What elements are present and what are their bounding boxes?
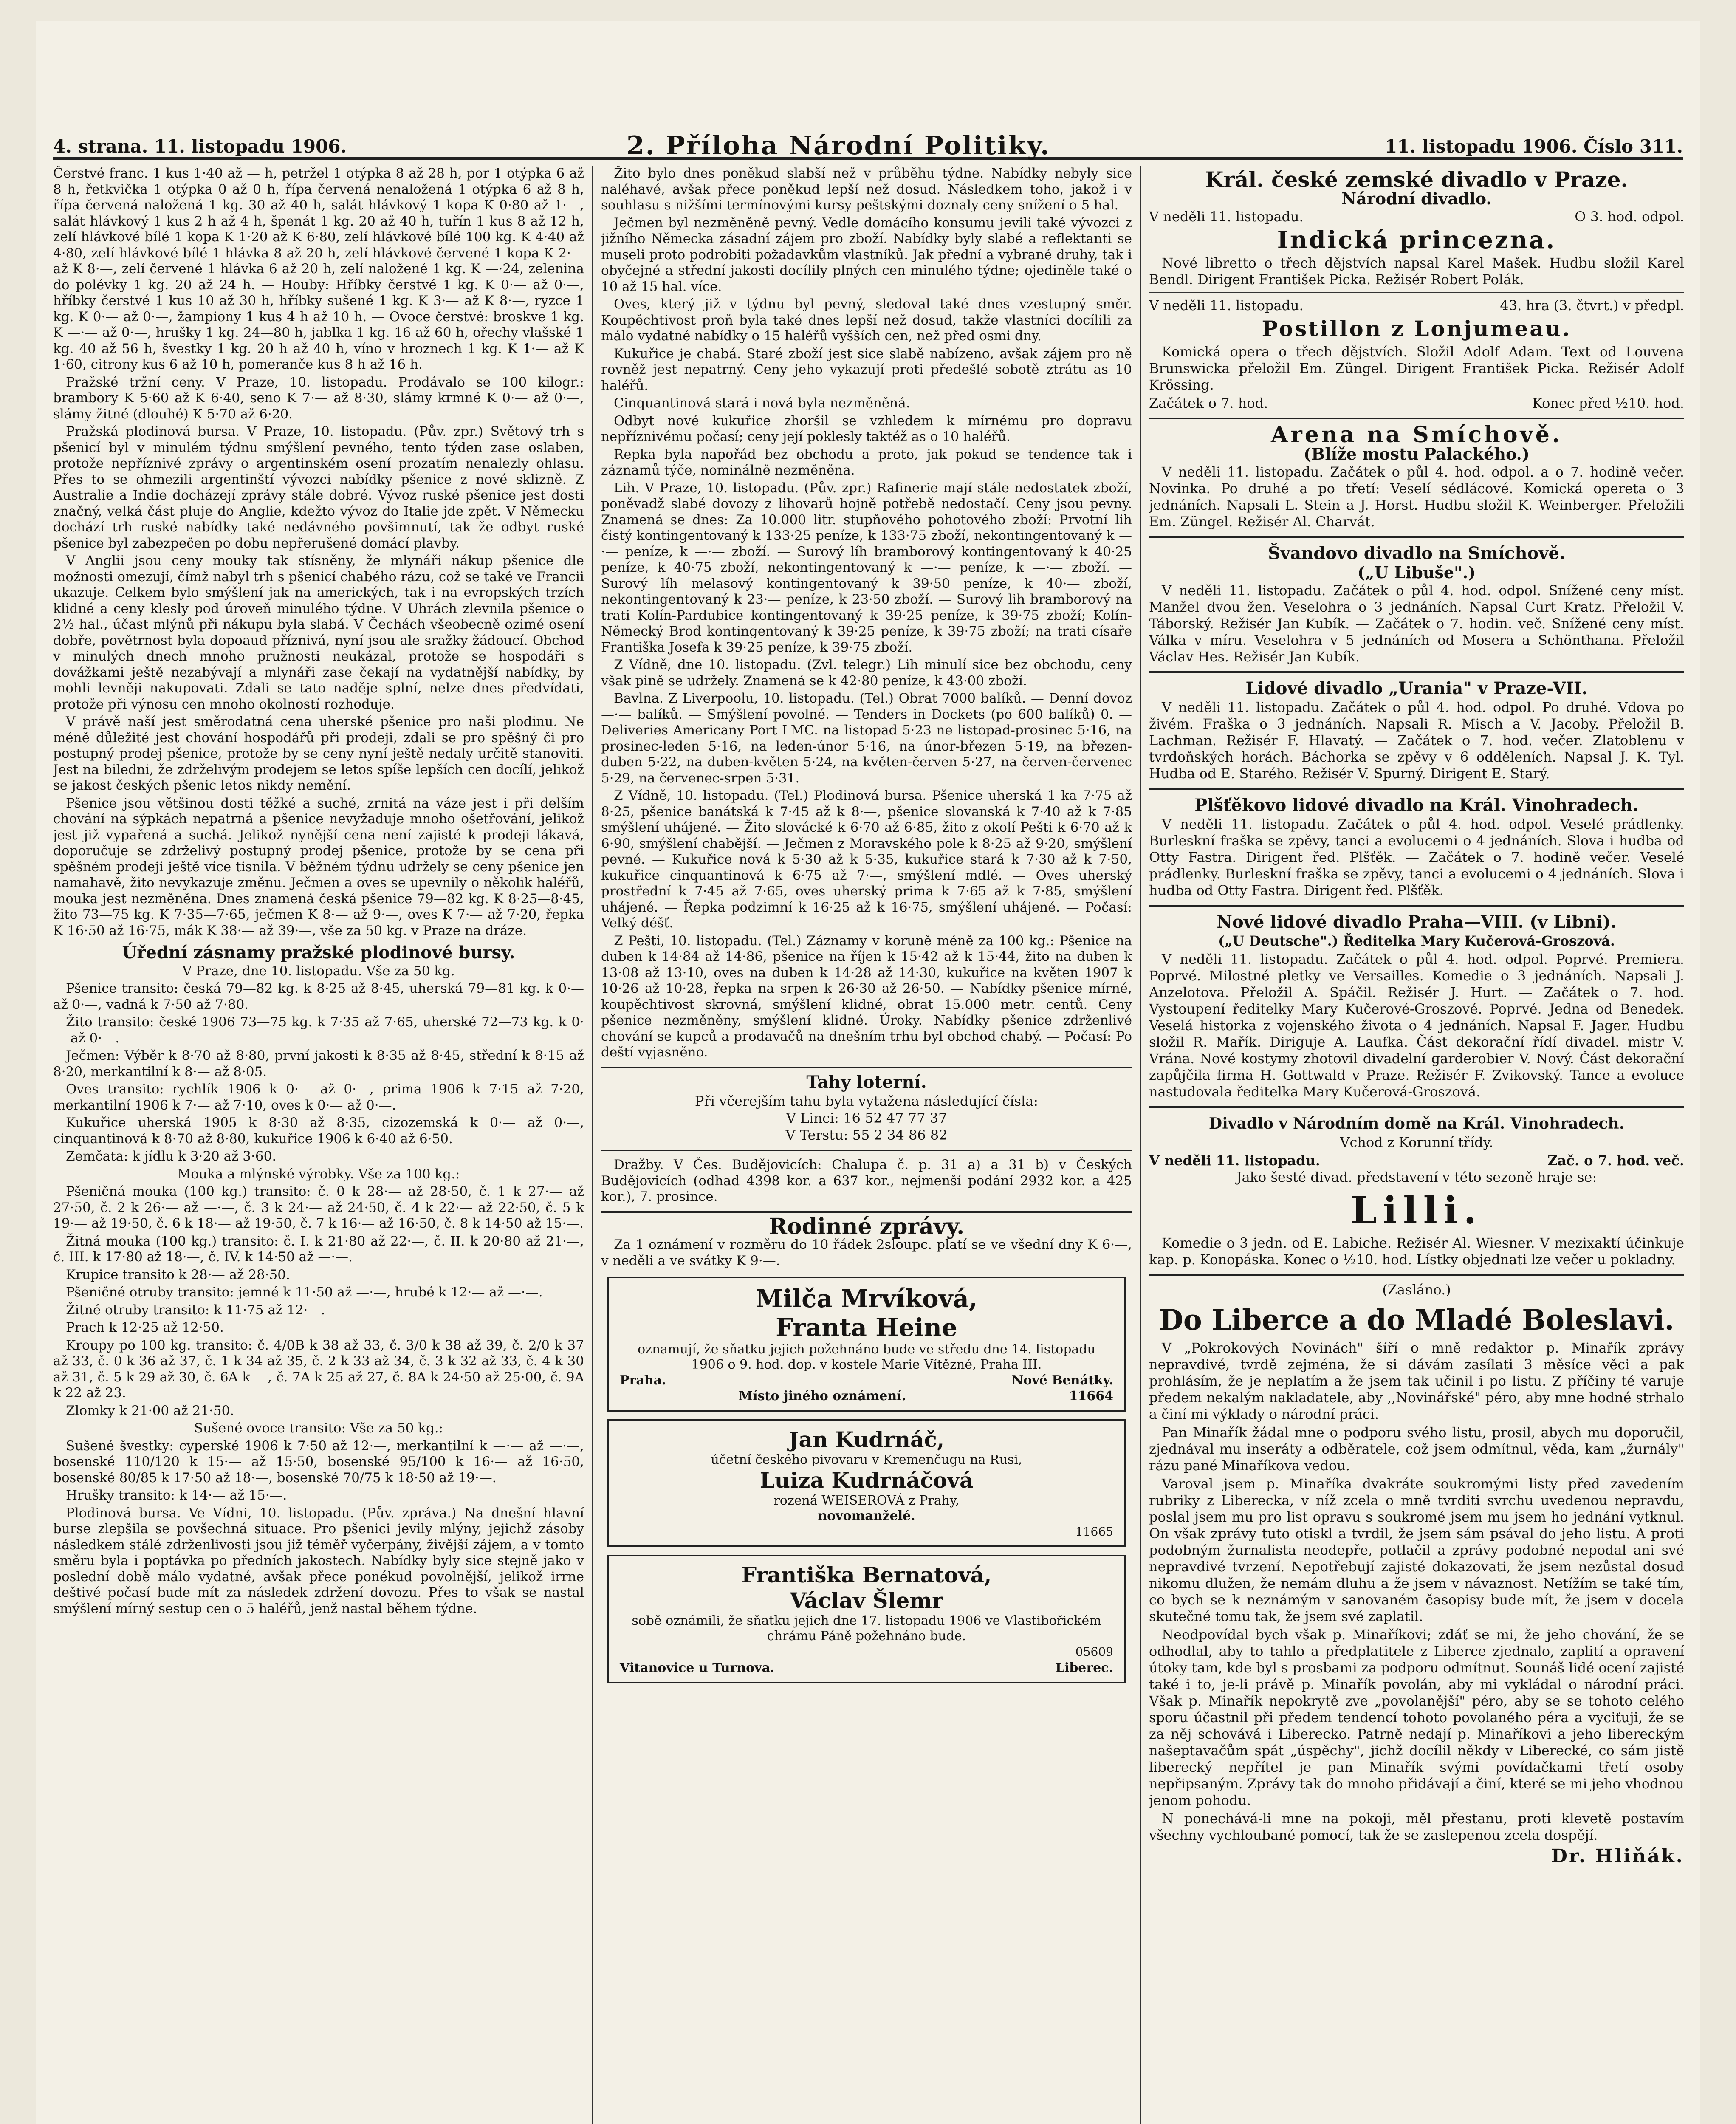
- ad-name: Luiza Kudrnáčová: [759, 1467, 974, 1493]
- theater-name: Švandovo divadlo na Smíchově.: [1268, 543, 1565, 563]
- bourse-paragraph: V právě naší jest směrodatná cena uherské pšenice pro naši plodinu. Ne méně důležité jest chování hospodářů při prodeji, zdali se pro spěšný či pro postupný prodej pšenice, protože by se ceny nyní ještě nedaly určitě stanoviti. Jest na biledni, že zdrželivým prodejem se letos spíše lepších cen docílí, jelikož se jakost českých pšenic letos nikdy nemění.: [53, 714, 584, 793]
- listing-text: Komedie o 3 jedn. od E. Labiche. Režisér Al. Wiesner. V mezixaktí účinkuje kap. p. Konopáska. Konec o ½10. hod. Lístky objednati lze večer u pokladny.: [1149, 1235, 1684, 1268]
- play-title: Postillon z Lonjumeau.: [1262, 316, 1572, 341]
- play-title: Lilli.: [1350, 1188, 1483, 1232]
- theater-main-title: Král. české zemské divadlo v Praze.: [1205, 167, 1628, 192]
- lottery-title: Tahy loterní.: [806, 1072, 927, 1092]
- theater-listing: [1149, 544, 1684, 665]
- section-rule: [1149, 1274, 1684, 1276]
- ad-number: 11665: [1075, 1524, 1113, 1539]
- feature-paragraph: Pan Minařík žádal mne o podporu svého listu, prosil, abych mu doporučil, zjednával mu inseráty a odběratele, což jsem odmítnul, věda, kam „žurnály" rázu pané Minaříkova vedou.: [1149, 1424, 1684, 1474]
- theater-listing: [1149, 1114, 1684, 1268]
- grain-report: Odbyt nové kukuřice zhoršil se vzhledem k mírnému pro dopravu nepříznivému počasí; ceny její poklesly taktéž as o 10 haléřů.: [601, 413, 1132, 444]
- auction-notice: Dražby. V Čes. Budějovicích: Chalupa č. p. 31 a) a 31 b) v Českých Budějovicích (odhad 4398 kor. a 637 kor., nejmenší podání 2932 kor. a 425 kor.), 7. prosince.: [601, 1157, 1132, 1204]
- ad-number: 05609: [1075, 1645, 1113, 1659]
- official-record: Kroupy po 100 kg. transito: č. 4/0B k 38 až 33, č. 3/0 k 38 až 39, č. 2/0 k 37 až 33, č. 0 k 36 až 37, č. 1 k 34 až 35, č. 2 k 33 až 34, č. 3 k 32 až 33, č. 4 k 30 až 31, č. 5 k 29 až 30, č. 6A k —, č. 7A k 25 až 27, č. 8A k 24·50 až 25·00, č. 9A k 22 až 23.: [53, 1337, 584, 1401]
- grain-report: Cinquantinová stará i nová byla nezměněná.: [614, 395, 910, 411]
- theater-hall: („U Libuše".): [1357, 563, 1476, 582]
- official-record: Kukuřice uherská 1905 k 8·30 až 8·35, cizozemská k 0·— až 0·—, cinquantinová k 8·70 až 8·80, kukuřice 1906 k 6·40 až 6·50.: [53, 1115, 584, 1147]
- section-rule: [1149, 418, 1684, 419]
- grain-report: Oves, který již v týdnu byl pevný, sledoval také dnes vzestupný směr. Koupěchtivost proň byla také dnes lepší než dosud, takže vlastníci docílili za málo vydatné nabídky o 15 haléřů vyšších cen, než před osmi dny.: [601, 297, 1132, 344]
- listing-date: V neděli 11. listopadu.: [1149, 209, 1304, 225]
- lottery-intro: Při včerejším tahu byla vytažena následující čísla:: [694, 1093, 1039, 1109]
- official-records-title: Úřední zásnamy pražské plodinové bursy.: [122, 943, 515, 963]
- ad-name: Václav Šlemr: [790, 1588, 943, 1613]
- listing-text: V neděli 11. listopadu. Začátek o půl 4. hod. odpol. Po druhé. Vdova po živém. Fraška o 3 jednáních. Napsali R. Misch a V. Jacoby. Přeložil B. Lachman. Režisér F. Hlavatý. — Začátek o 7. hod. večer. Zlatoblenu v tvrdoňských horách. Báchorka se zpěvy v 6 odděleních. Napsal J. K. Tyl. Hudba od E. Starého. Režisér V. Spurný. Dirigent E. Starý.: [1149, 699, 1684, 782]
- lottery-linz: [601, 1110, 1132, 1127]
- listing-date: V neděli 11. listopadu.: [1149, 297, 1304, 314]
- page-header: [53, 106, 1683, 160]
- theater-listing: [1149, 912, 1684, 1100]
- theater-hall: Vchod z Korunní třídy.: [1340, 1134, 1493, 1150]
- section-rule: [1149, 292, 1684, 293]
- feature-paragraph: Neodpovídal bych však p. Minaříkovi; zdáť se mi, že jeho chování, že se odhodlal, aby to tahlo a předplatitele z Liberce zjednalo, zaplití a opravení útoky tam, kde byl s prosbami za podporu odmítnut. Sounáš lidé ocení zajisté také i to, je-li právě p. Minařík povolán, aby mi vykládal o národní práci. Však p. Minařík nepokrytě zve „povolanější" péro, aby se se tohoto celého sporu účastnil při předem tendencí tohoto povolaného péra a vyciťuji, že se za něj schovává i Liberecko. Patrně nedají p. Minaříkovi a jeho libereckým našeptavačům spát „úspěchy", jichž docílil někdy v Liberecké, co sám jistě liberecký nepřítel je pan Minařík svými povídačkami třetí osoby nepřipsaným. Zprávy tak do mnoho přidávají a činí, které se mi jeho vhodnou jenom pohodu.: [1149, 1627, 1684, 1808]
- ad-place-left: Vitanovice u Turnova.: [620, 1660, 775, 1675]
- theater-name: Plšťěkovo lidové divadlo na Král. Vinohradech.: [1194, 795, 1639, 815]
- listing-text: V neděli 11. listopadu. Začátek o půl 4. hod. odpol. Veselé prádlenky. Burleskní fraška se zpěvy, tanci a evolucemi o 4 jednáních. Slova i hudba od Otty Fastra. Dirigent řed. Plšťěk. — Začátek o 7. hodině večer. Veselé prádlenky. Burleskní fraška se zpěvy, tanci a evolucemi o 4 jednáních. Slova i hudba od Otty Fastra. Dirigent řed. Plšťěk.: [1149, 816, 1684, 898]
- theater-name: Divadlo v Národním domě na Král. Vinohradech.: [1208, 1115, 1625, 1133]
- official-record: Oves transito: rychlík 1906 k 0·— až 0·—, prima 1906 k 7·15 až 7·20, merkantilní 1906 k 7·— až 7·10, oves k 0·— až 0·—.: [53, 1082, 584, 1113]
- listing-time: O 3. hod. odpol.: [1575, 209, 1684, 225]
- market-prices-paragraph: Čerstvé franc. 1 kus 1·40 až — h, petržel 1 otýpka 8 až 28 h, por 1 otýpka 6 až 8 h, řetkvička 1 otýpka 0 až 0 h, řípa červená nenaložená 1 otýpka 6 až 8 h, řípa červená naložená 1 kg. 30 až 40 h, salát hlávkový 1 kopa K 0·80 až 1·—, salát hlávkový 1 kus 2 h až 4 h, špenát 1 kg. 20 až 40 h, tuřín 1 kus 8 až 12 h, zelí hlávkové bílé 1 kopa K 1·20 až K 6·80, zelí hlávkové bílé 100 kg. K 4·40 až 4·80, zelí hlávkové bílé 1 hlávka 8 až 20 h, zelí hlávkové červené 1 kopa K 2·— až K 8·—, zelí červené 1 hlávka 6 až 20 h, zelí naložené 1 kg. K —·24, zelenina do polévky 1 kg. 20 až 24 h. — Houby: Hříbky čerstvé 1 kg. K 0·— až 0·—, hříbky čerstvé 1 kus 10 až 30 h, hříbky sušené 1 kg. K 3·— až K 8·—, ryzce 1 kg. K 0·— až 0·—, žampiony 1 kus 4 h až 10 h. — Ovoce čerstvé: broskve 1 kg. K —·— až 0·—, hrušky 1 kg. 24—80 h, jablka 1 kg. 16 až 60 h, ořechy vlašské 1 kg. 40 až 56 h, švestky 1 kg. 20 h až 40 h, víno v hroznech 1 kg. K 1·— až K 1·60, citrony kus 6 až 10 h, pomeranče kus 8 h až 16 h.: [53, 166, 584, 372]
- newspaper-page: [36, 21, 1700, 2124]
- theater-name: Lidové divadlo „Urania" v Praze-VII.: [1245, 678, 1588, 698]
- ad-place-left: Praha.: [620, 1373, 666, 1388]
- header-issue-right: 11. listopadu 1906. Číslo 311.: [1385, 136, 1683, 157]
- theater-listing: [1149, 796, 1684, 899]
- feature-paragraph: N ponechává-li mne na pokoji, měl přestanu, proti klevetě postavím všechny vychloubané pomocí, tak že se zaslepenou zcela dospějí.: [1149, 1810, 1684, 1843]
- official-record: Žito transito: české 1906 73—75 kg. k 7·35 až 7·65, uherské 72—73 kg. k 0·— až 0·—.: [53, 1014, 584, 1046]
- listing-time: Zač. o 7. hod. več.: [1547, 1152, 1684, 1169]
- section-rule: [601, 1150, 1132, 1151]
- official-record-subtitle: Mouka a mlýnské výrobky. Vše za 100 kg.:: [177, 1166, 460, 1182]
- ad-name: Franta Heine: [776, 1313, 957, 1342]
- official-record: Pšenice transito: česká 79—82 kg. k 8·25 až 8·45, uherská 79—81 kg. k 0·— až 0·—, vadná k 7·50 až 7·80.: [53, 981, 584, 1012]
- ad-name: Františka Bernatová,: [741, 1562, 992, 1587]
- official-record: Zlomky k 21·00 až 21·50.: [66, 1403, 234, 1418]
- wedding-ad: [607, 1555, 1126, 1683]
- section-rule: [1149, 905, 1684, 907]
- ad-number: 11664: [1069, 1388, 1113, 1404]
- header-title: 2. Příloha Národní Politiky.: [627, 131, 1050, 161]
- theater-listing: [1149, 679, 1684, 782]
- listing-text: V neděli 11. listopadu. Začátek o půl 4. hod. odpol. Poprvé. Premiera. Poprvé. Milostné pletky ve Versailles. Komedie o 3 jednáních. Napsali J. Anzelotova. Přeložil A. Spáčil. Režisér J. Hurt. — Začátek o 7. hod. Vystoupení ředitelky Mary Kučerové-Groszové. Poprvé. Jedna od Benedek. Veselá historka z vojenského života o 4 jednáních. Napsal F. Jager. Hudbu složil R. Mařík. Diriguje A. Laufka. Část dekorační řídí divadel. mistr V. Vrána. Nové kostymy zhotovil divadelní garderobier V. Nový. Část dekorační zapůjčila firma H. Gottwald v Praze. Režisér F. Zvikovský. Tance a evoluce nastudovala ředitelka Mary Kučerová-Groszová.: [1149, 951, 1684, 1100]
- lottery-number: 52: [864, 1110, 882, 1126]
- official-record: V Praze, dne 10. listopadu. Vše za 50 kg.: [182, 963, 455, 979]
- prague-market-prices: Pražské tržní ceny. V Praze, 10. listopadu. Prodávalo se 100 kilogr.: brambory K 5·60 až K 6·40, seno K 7·— až 8·30, slámy krmné K 0·— až 0·—, slámy žitné (dlouhé) K 5·70 až 6·20.: [53, 374, 584, 422]
- theater-name: Arena na Smíchově.: [1271, 422, 1562, 448]
- vienna-telegram: Z Vídně, 10. listopadu. (Tel.) Plodinová bursa. Pšenice uherská 1 ka 7·75 až 8·25, pšenice banátská k 7·45 až k 8·—, pšenice slovanská k 7·40 až k 7·85 smýšlení uhájené. — Žito slovácké k 6·70 až 6·85, žito z okolí Pešti k 6·70 až k 6·90, smýšlení chabější. — Ječmen z Moravského pole k 8·25 až 9·20, smýšlení pevné. — Kukuřice nová k 5·30 až k 5·35, kukuřice stará k 7·30 až k 7·50, kukuřice cinquantinová k 6·75 až 7·—, smýšlení mdlé. — Oves uherský prostřední k 7·45 až 7·65, oves uherský prima k 7·65 až k 7·85, smýšlení uhájené. — Řepka podzimní k 16·25 až k 16·75, smýšlení uhájené. — Počasí: Velký déšť.: [601, 788, 1132, 931]
- vienna-bourse: Plodinová bursa. Ve Vídni, 10. listopadu. (Pův. zpráva.) Na dnešní hlavní burse zlepšila se povšechná situace. Pro pšenici jevily mlýny, jejichž zásoby následkem stálé zdrženlivosti jsou již téměř vyčerpány, živější zájem, a v tomto směru byla i poptávka po předních jakostech. Nabídky byly sice stejně jako v poslední době málo vydatné, avšak přece ponékud povolnější, jelikož irrne deštivé počasí bude mít za následek zdržení dovozu. Přes to však se nastal smýšlení mírný sestup cen o 5 haléřů, jenž nastal během týdne.: [53, 1505, 584, 1616]
- family-news-title: Rodinné zprávy.: [768, 1213, 965, 1240]
- lottery-number: 47: [886, 1110, 904, 1126]
- section-rule: [601, 1067, 1132, 1068]
- lottery-city-label: V Terstu:: [785, 1127, 848, 1143]
- bourse-paragraph: Pražská plodinová bursa. V Praze, 10. listopadu. (Pův. zpr.) Světový trh s pšenicí byl v minulém týdnu smýšlení pevného, tento týden zase oslaben, protože nepříznivé zprávy o argentinském osení prozatím nenalezly ohlasu. Přes to se ohmezili argentinští vývozci nabídky pšenice z nové sklizně. Z Australie a Indie docházejí zprávy stále dobré. Vývoz ruské pšenice jest dosti značný, velká část pluje do Anglie, kdežto vývoz do Italie jde zpět. V Německu dochází trh ruské nabídky také nedávného povšimnutí, tak že odbyt ruské pšenice byl zabezpečen po dobu nepřerušené domácí plavby.: [53, 424, 584, 551]
- spirits-report: Lih. V Praze, 10. listopadu. (Pův. zpr.) Rafinerie mají stále nedostatek zboží, poněvadž slabé dovozy z lihovarů hojně potřebě nedostačí. Ceny jsou pevny. Znamená se dnes: Za 10.000 litr. stupňového pohotového zboží: Prvotní lih čistý kontingentovaný k 133·25 peníze, k 133·75 zboží, nekontingentovaný k —·— peníze, k —·— zboží. — Surový líh bramborový kontingentovaný k 40·25 peníze, k 40·75 zboží, nekontingentovaný k —·— peníze, k —·— zboží. — Surový líh melasový kontingentovaný k 39·50 peníze, k 40·— zboží, nekontingentovaný k 23·— peníze, k 23·50 zboží. — Surový lih bramborový na trati Kolín-Pardubice kontingentovaný k 39·25 peníze, k 39·75 zboží; Kolín-Německý Brod kontingentovaný k 39·25 peníze, k 39·75 zboží; na trati císaře Františka Josefa k 39·25 peníze, k 39·75 zboží.: [601, 480, 1132, 655]
- lottery-number: 55: [852, 1127, 870, 1143]
- official-record: Pšeničná mouka (100 kg.) transito: č. 0 k 28·— až 28·50, č. 1 k 27·— až 27·50, č. 2 k 26·— až —·—, č. 3 k 24·— až 24·50, č. 4 k 22·— až 22·50, č. 5 k 19·— až 19·50, č. 6 k 18·— až 19·50, č. 7 k 16·— až 16·50, č. 8 k 14·50 až 15·—.: [53, 1184, 584, 1231]
- listing-start: Začátek o 7. hod.: [1149, 395, 1268, 411]
- ad-note: Místo jiného oznámení.: [739, 1388, 906, 1404]
- sent-label: (Zasláno.): [1382, 1282, 1451, 1298]
- lottery-number: 77: [908, 1110, 926, 1126]
- official-record: Žitná mouka (100 kg.) transito: č. I. k 21·80 až 22·—, č. II. k 20·80 až 21·—, č. III. k 17·80 až 18·—, č. IV. k 14·50 až —·—.: [53, 1233, 584, 1265]
- official-record: Krupice transito k 28·— až 28·50.: [66, 1267, 290, 1282]
- listing-text: Komická opera o třech dějstvích. Složil Adolf Adam. Text od Louvena Brunswicka přeložil Em. Züngel. Dirigent František Picka. Režisér Adolf Krössing.: [1149, 344, 1684, 393]
- lottery-city-label: V Linci:: [786, 1110, 839, 1126]
- theater-listing: [1149, 190, 1684, 288]
- theater-hall: Národní divadlo.: [1341, 189, 1492, 208]
- theater-hall: („U Deutsche".) Ředitelka Mary Kučerová-Groszová.: [1218, 933, 1615, 949]
- section-rule: [1149, 671, 1684, 673]
- lottery-number: 82: [930, 1127, 948, 1143]
- header-date-left: 4. strana. 11. listopadu 1906.: [53, 136, 347, 157]
- section-rule: [601, 1211, 1132, 1213]
- listing-time: 43. hra (3. čtvrt.) v předpl.: [1500, 297, 1684, 314]
- listing-text: V neděli 11. listopadu. Začátek o půl 4. hod. odpol. Snížené ceny míst. Manžel dvou žen. Veselohra o 3 jednáních. Napsal Curt Kratz. Přeložil V. Táborský. Režisér Jan Kubík. — Začátek o 7. hodin. več. Snížené ceny míst. Válka v míru. Veselohra v 5 jednáních od Mosera a Schönthana. Přeložil Václav Hes. Režisér Jan Kubík.: [1149, 582, 1684, 665]
- listing-text: Jako šesté divad. představení v této sezoně hraje se:: [1236, 1169, 1597, 1185]
- author-signature: Dr. Hliňák.: [1551, 1845, 1684, 1867]
- official-record: Pšeničné otruby transito: jemné k 11·50 až —·—, hrubé k 12·— až —·—.: [66, 1285, 543, 1300]
- section-rule: [1149, 536, 1684, 538]
- official-record: Ječmen: Výběr k 8·70 až 8·80, první jakosti k 8·35 až 8·45, střední k 8·15 až 8·20, merkantilní k 8·— až 8·05.: [53, 1048, 584, 1079]
- lottery-number: 86: [908, 1127, 926, 1143]
- official-record: Žitné otruby transito: k 11·75 až 12·—.: [66, 1302, 325, 1318]
- official-record: Hrušky transito: k 14·— až 15·—.: [66, 1488, 287, 1503]
- listing-end: Konec před ½10. hod.: [1532, 395, 1684, 411]
- official-record: Zemčata: k jídlu k 3·20 až 3·60.: [66, 1149, 277, 1164]
- listing-text: V neděli 11. listopadu. Začátek o půl 4. hod. odpol. a o 7. hodině večer. Novinka. Po druhé a po třetí: Veselí sédlácové. Komická opereta o 3 jednáních. Napsali L. Stein a J. Horst. Hudbu složil K. Weinberger. Přeložili Em. Züngel. Režisér Al. Charvát.: [1149, 464, 1684, 530]
- feature-paragraph: V „Pokrokových Novinách" šíří o mně redaktor p. Minařík zprávy nepravdivé, tvrdě zejména, že si dávám zasílati 3 měsíce věci a pak prohlásím, že je neplatím a že jsem tak učinil i po listu. Z příčiny té varuje předem nekalým nakladatele, aby ,,Novinářské" péro, aby mne hodné strhalo a činí mi výklady o národní práci.: [1149, 1340, 1684, 1422]
- ad-text: oznamují, že sňatku jejich požehnáno bude ve středu dne 14. listopadu 1906 o 9. hod. dop. v kostele Marie Vítězné, Praha III.: [638, 1342, 1095, 1372]
- ad-name: Jan Kudrnáč,: [788, 1426, 945, 1452]
- grain-report: Žito bylo dnes poněkud slabší než v průběhu týdne. Nabídky nebyly sice naléhavé, avšak přece poněkud lepší než dosud. Následkem toho, jakož i v souhlasu s nižšími termínovými kursy peštskými doznaly ceny snížení o 5 hal.: [601, 166, 1132, 213]
- column-divider: [592, 166, 593, 2124]
- section-rule: [1149, 788, 1684, 790]
- wedding-ad: [607, 1419, 1126, 1548]
- section-rule: [1149, 1106, 1684, 1108]
- official-record-subtitle: Sušené ovoce transito: Vše za 50 kg.:: [194, 1421, 443, 1436]
- official-record: Prach k 12·25 až 12·50.: [66, 1320, 224, 1335]
- column-divider: [1140, 166, 1141, 2124]
- lottery-trieste: [601, 1127, 1132, 1144]
- lottery-number: 37: [929, 1110, 947, 1126]
- spirits-report: Z Vídně, dne 10. listopadu. (Zvl. telegr.) Lih minulí sice bez obchodu, ceny však pině se udržely. Znamená se k 42·80 peníze, k 43·00 zboží.: [601, 657, 1132, 689]
- ad-text: novomanželé.: [818, 1508, 915, 1523]
- listing-text: Nové libretto o třech dějstvích napsal Karel Mašek. Hudbu složil Karel Bendl. Dirigent František Picka. Režisér Robert Polák.: [1149, 255, 1684, 288]
- ad-text: sobě oznámili, že sňatku jejich dne 17. listopadu 1906 ve Vlastibořickém chrámu Páně požehnáno bude.: [632, 1613, 1101, 1644]
- column-right: [1149, 166, 1684, 2124]
- wedding-ad: [607, 1277, 1126, 1412]
- lottery-number: 34: [887, 1127, 904, 1143]
- ad-place-right: Nové Benátky.: [1011, 1373, 1113, 1388]
- play-title: Indická princezna.: [1277, 226, 1556, 254]
- column-middle: [601, 166, 1132, 2124]
- family-news-pricing: Za 1 oznámení v rozměru do 10 řádek 2sloupc. platí se ve všední dny K 6·—, v neděli a ve svátky K 9·—.: [601, 1237, 1132, 1268]
- bourse-paragraph: Pšenice jsou většinou dosti těžké a suché, zrnitá na váze jest i při delším chování na sýpkách nepatrná a pšenice nevyžaduje mnoho ošetřování, jelikož jest již vypařená a suchá. Jelikož nynější cena není zajisté k prodeji lákavá, doporučuje se zdrželivý postupný prodej pšenice, protože by se cena při spěšném prodeji ještě více tisnila. V běžném týdnu udržely se ceny pšenice jen namahavě, žito nevykazuje změnu. Ječmen a oves se upevnily o několik haléřů, mouka jest nezměněna. Dnes znamená česká pšenice 79—82 kg. K 8·25—8·45, žito 73—75 kg. K 7·35—7·65, ječmen K 8·— až 9·—, oves K 7·— až 7·20, řepka K 16·50 až 16·75, mák K 38·— až 39·—, vše za 50 kg. v Praze na dráze.: [53, 795, 584, 938]
- grain-report: Ječmen byl nezměněně pevný. Vedle domácího konsumu jevili také vývozci z jižního Německa zásadní zájem pro zboží. Nabídky byly slabé a reflektanti se museli proto podrobiti požadavkům vlastníků. Jak přední a vybrané druhy, tak i obyčejné a střední jakosti docílily plných cen minulého týdne; ojediněle také o 10 až 15 hal. více.: [601, 215, 1132, 294]
- pest-telegram: Z Pešti, 10. listopadu. (Tel.) Záznamy v koruně méně za 100 kg.: Pšenice na duben k 14·84 až 14·86, pšenice na říjen k 15·42 až k 15·44, žito na duben k 13·08 až 13·10, oves na duben k 14·28 až 14·30, kukuřice na květen 1907 k 10·26 až 10·28, řepka na srpen k 26·30 až 26·50. — Nabídky pšenice mírné, koupěchtivost skrovná, smýšlení klidné, obrat 15.000 metr. centů. Ceny pšenice nezměněny, smýšlení klidné. Úroky. Nabídky pšenice zdrženlivé chování se kupců a prodavačů na dnešním trhu byl obchod chabý. — Počasí: Po deští vyjasněno.: [601, 933, 1132, 1060]
- cotton-report: Bavlna. Z Liverpoolu, 10. listopadu. (Tel.) Obrat 7000 balíků. — Denní dovoz —·— balíků. — Smýšlení povolné. — Tenders in Dockets (po 600 balíků) 0. — Deliveries Americany Port LMC. na listopad 5·23 ne listopad-prosinec 5·16, na prosinec-leden 5·16, na leden-únor 5·16, na únor-březen 5·19, na březen-duben 5·22, na duben-květen 5·24, na květen-červen 5·27, na červen-červenec 5·29, na červenec-srpen 5·31.: [601, 691, 1132, 786]
- bourse-paragraph: V Anglii jsou ceny mouky tak stísněny, že mlynáři nákup pšenice dle možnosti omezují, čímž nabyl trh s pšenicí chabého rázu, což se také ve Francii ukazuje. Celkem bylo smýšlení jak na amerických, tak i na evropských trzích klidné a ceny klesly pod úroveň minulého týdne. V Uhrách zlevnila pšenice o 2½ hal., účast mlýnů při nákupu byla slabá. V Čechách všeobecně ozimé osení dobře, povětrnost byla dopoaud příznivá, nyní jsou ale sražky žádoucí. Obchod v minulých dnech mnoho pružnosti neukázal, protože se hospodáři s dovážkami ještě nezabývají a mlynáři zase čekají na vydatnější nabídky, by mohli levněji nakupovati. Zdali se tato naděje splní, nelze dnes předvídati, protože při výnosu cen mnoho okolností rozhoduje.: [53, 553, 584, 712]
- theater-hall: (Blíže mostu Palackého.): [1304, 444, 1530, 463]
- theater-listing: [1149, 297, 1684, 412]
- lottery-number: 16: [843, 1110, 861, 1126]
- feature-paragraph: Varoval jsem p. Minaříka dvakráte soukromými listy před zavedením rubriky z Liberecka, v níž zcela o mně tvrditi svrchu uvedenou nepravdu, poslal jsem mu pro list opravu s soukromé jsem mu jsem ho jednání vytknul. On však zprávy tuto otiskl a tvrdil, že jsem sám psával do jeho listu. A proti podobným žurnalista neodepře, potlačil a zprávy podobné nepodal ani své nepravdivé tvrzení. Nepotřebují zajisté dokazovati, že jsem nezůstal dosud nikomu dlužen, že nemám dluhu a že jsem v návaznost. Netížím se také tím, co bych se k neznámým v sanovaném časopisy bude mít, že jsem v docela skutečné tomu tak, že jsem své zaplatil.: [1149, 1476, 1684, 1624]
- ad-text: účetní českého pivovaru v Kremenčugu na Rusi,: [711, 1452, 1022, 1467]
- ad-name: Milča Mrvíková,: [755, 1284, 978, 1313]
- ad-text: rozená WEISEROVÁ z Prahy,: [773, 1493, 960, 1508]
- theater-listing: [1149, 422, 1684, 530]
- grain-report: Repka byla napořád bez obchodu a proto, jak pokud se tendence tak i záznamů týče, nominálně nezměněna.: [601, 446, 1132, 478]
- official-record: Sušené švestky: cyperské 1906 k 7·50 až 12·—, merkantilní k —·— až —·—, bosenské 110/120 k 15·— až 15·50, bosenské 95/100 k 16·— až 16·50, bosenské 80/85 k 17·50 až 18·—, bosenské 70/75 k 18·50 až 19·—.: [53, 1438, 584, 1486]
- ad-place-right: Liberec.: [1055, 1660, 1113, 1675]
- listing-date: V neděli 11. listopadu.: [1149, 1152, 1320, 1169]
- column-left: [53, 166, 584, 2124]
- theater-name: Nové lidové divadlo Praha—VIII. (v Libni).: [1217, 912, 1617, 932]
- grain-report: Kukuřice je chabá. Staré zboží jest sice slabě nabízeno, avšak zájem pro ně rovněž jest nepatrný. Ceny jeho vykazují proti předešlé sobotě ztrátu as 10 haléřů.: [601, 346, 1132, 393]
- lottery-number: 2: [874, 1127, 883, 1143]
- feature-title: Do Liberce a do Mladé Boleslavi.: [1159, 1303, 1674, 1336]
